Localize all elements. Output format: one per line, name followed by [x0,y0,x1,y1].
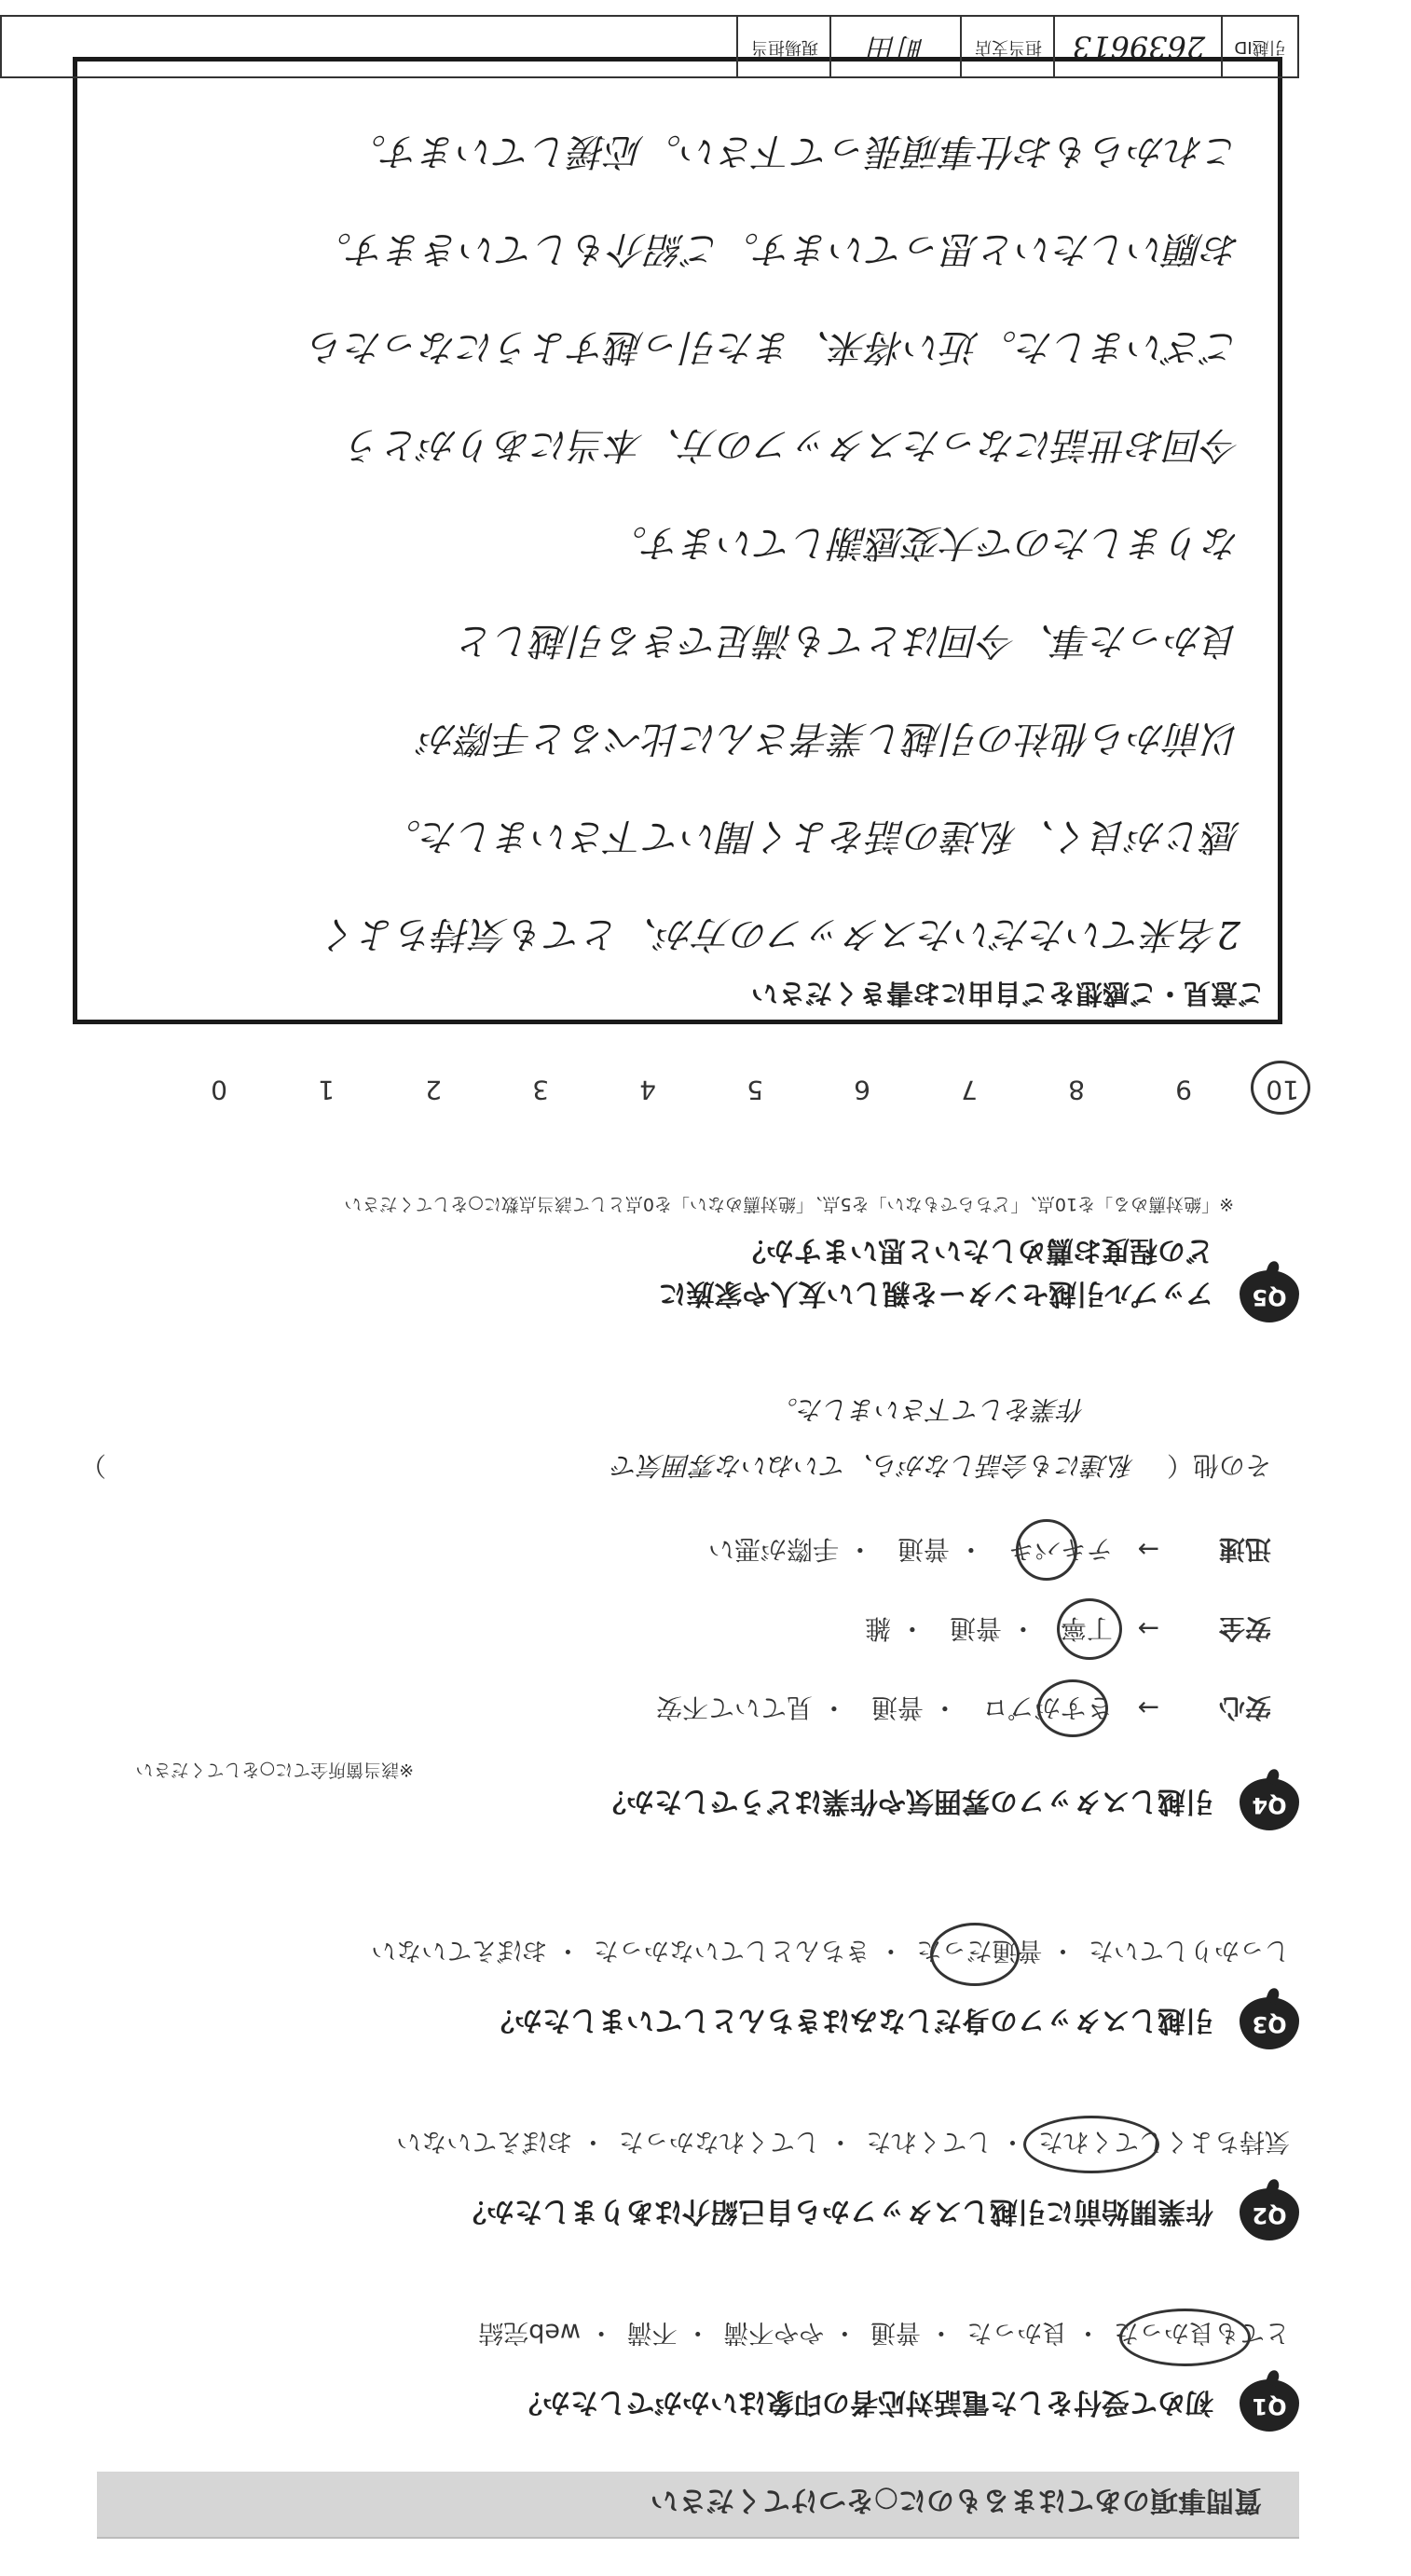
scale-6[interactable]: 6 [854,1075,870,1105]
q2-option-1[interactable]: 気持ちよくしてくれた [1038,2127,1290,2156]
q4-row-label: 安全 [1218,1613,1271,1644]
q4-text: 引越しスタッフの雰囲気や作業はどうでしたか？ [598,1785,1213,1817]
q2-badge-icon: Q2 [1240,2188,1299,2240]
instruction-text: 質問事項のあてはまるものに○をつけてください [650,2484,1262,2516]
comment-line-8: お願いしたいと思っています。ご紹介もしていきます。 [314,227,1240,270]
q2-answer-circle [1023,2116,1159,2173]
id-value-text: 2639613 [1072,29,1206,64]
scale-4[interactable]: 4 [639,1075,656,1105]
instruction-banner [97,2472,1299,2539]
q1-answer-circle [1119,2309,1251,2366]
q4-row-anshin: 安心→ さすがプロ・ 普通・ 見ていて不安 [632,1691,1271,1728]
q2-option-2[interactable]: してくれた [866,2127,993,2156]
id-box [0,15,1299,78]
q4-row1-opt1[interactable]: さすがプロ [981,1692,1113,1723]
q3-answer-circle [930,1923,1020,1986]
comment-line-2: 感じが良く、私達の話をよく聞いて下さいました。 [383,815,1240,857]
scale-3[interactable]: 3 [532,1075,549,1105]
scale-5[interactable]: 5 [747,1075,763,1105]
q4-other-line-2 [747,1392,1085,1430]
comment-line-7: ございました。近い将来、また引っ越すようになったら [308,325,1240,368]
q5-badge-icon: Q5 [1240,1270,1299,1322]
q1-option-6[interactable]: web完結 [478,2318,582,2347]
q1-option-2[interactable]: 良かった [966,2318,1068,2347]
scale-10[interactable]: 10 [1266,1075,1299,1105]
q4-other-close: ） [79,1450,106,1481]
comment-line-4: 良かった事、今回はとても満足できる引越しと [458,619,1240,662]
q2-options: 気持ちよくしてくれた・ してくれた・ してくれなかった・ おぼえていない [383,2126,1290,2162]
q4-row3-opt1[interactable]: テキパキ [1007,1534,1113,1565]
q4-row3-opt3[interactable]: 手際が悪い [707,1534,839,1565]
q4-row1-opt2[interactable]: 普通 [870,1692,924,1723]
scale-2[interactable]: 2 [425,1075,442,1105]
q4-row-anzen: 安全→ 丁寧・ 普通・ 雑 [841,1611,1271,1649]
comment-box [73,57,1282,1024]
comment-line-1: 2名来ていただいたスタッフの方が、とても気持ちよく [322,912,1240,955]
comment-line-9: これからもお仕事頑張って下さい。応援しています。 [349,130,1240,172]
q4-row2-opt1[interactable]: 丁寧 [1060,1613,1113,1644]
comment-line-6: 今回お世話になったスタッフの方、本当にありがとう [346,423,1240,466]
scale-7[interactable]: 7 [961,1075,978,1105]
q3-badge-icon: Q3 [1240,1997,1299,2049]
staff-label: 現場担当 [736,17,831,76]
q4-row1-opt3[interactable]: 見ていて不安 [655,1692,813,1723]
q4-row-label: 迅速 [1218,1534,1271,1565]
branch-value [829,17,962,76]
q5-note: ※「絶対薦める」を10点、「どちらでもない」を5点、「絶対薦めない」を0点として該当点数に○をしてください [344,1194,1234,1214]
q4-row3-opt2[interactable]: 普通 [897,1534,950,1565]
q4-other-handwritten-2: 作業をして下さいました。 [771,1394,1085,1425]
q1-badge-icon: Q1 [1240,2379,1299,2432]
q4-row-jinsoku: 迅速→ テキパキ・ 普通・ 手際が悪い [684,1532,1271,1569]
q4-other-handwritten-1: 私達にも会話しながら、ていねいな雰囲気で [612,1450,1135,1481]
scale-9[interactable]: 9 [1175,1075,1192,1105]
q3-option-4[interactable]: おぼえていない [371,1936,548,1965]
q1-option-4[interactable]: やや不満 [723,2318,825,2347]
q2-option-3[interactable]: してくれなかった [618,2127,820,2156]
q5-text-line2: どの程度お薦めしたいと思いますか？ [738,1234,1213,1267]
q1-option-5[interactable]: 不満 [626,2318,678,2347]
q1-option-1[interactable]: とても良かった [1114,2318,1290,2347]
q4-row2-opt3[interactable]: 雑 [864,1613,891,1644]
q4-badge-icon: Q4 [1240,1778,1299,1830]
branch-value-text: 町田 [869,31,925,63]
branch-label: 担当支店 [960,17,1055,76]
q2-option-4[interactable]: おぼえていない [396,2127,573,2156]
q4-row-label: 安心 [1218,1692,1271,1723]
comment-line-3: 以前から他社の引越し業者さんに比べると手際が [420,717,1240,760]
comment-line-5: なりましたので大変感謝しています。 [610,521,1240,564]
scale-8[interactable]: 8 [1068,1075,1085,1105]
q1-option-3[interactable]: 普通 [870,2318,921,2347]
q4-row2-opt2[interactable]: 普通 [949,1613,1002,1644]
scale-0[interactable]: 0 [211,1075,227,1105]
q4-other-label: その他（ [1166,1450,1271,1481]
q3-options: しっかりしていた・ 普通だった・ きちんとしていなかった・ おぼえていない [358,1935,1290,1971]
q4-note: ※該当箇所全てに○をしてください [135,1760,414,1780]
id-value [1053,17,1223,76]
q4-row2-circle [1057,1598,1122,1660]
q3-option-1[interactable]: しっかりしていた [1089,1936,1290,1965]
scale-answer-circle [1251,1061,1310,1115]
q1-options: とても良かった・ 良かった・ 普通・ やや不満・ 不満・ web完結 [465,2317,1290,2353]
q4-other-row [79,1448,1271,1486]
q3-option-3[interactable]: きちんとしていなかった [593,1936,870,1965]
id-label: 引越ID [1221,17,1297,76]
q3-option-2[interactable]: 普通だった [916,1936,1043,1965]
scale-1[interactable]: 1 [318,1075,335,1105]
q2-text: 作業開始前に引越しスタッフから自己紹介はありましたか？ [459,2195,1213,2227]
q3-text: 引越しスタッフの身だしなみはきちんとしていましたか？ [486,2004,1213,2036]
rating-scale [120,1075,1299,1105]
comment-header: ご意見・ご感想をご自由にお書きください [750,978,1265,1009]
q1-text: 初めて受付をした電話対応者の印象はいかがでしたか？ [514,2386,1213,2418]
q4-row3-circle [1016,1519,1077,1581]
q4-row1-circle [1037,1679,1108,1737]
q5-text-line1: アップル引越センターを親しい友人や家族に [658,1277,1213,1309]
